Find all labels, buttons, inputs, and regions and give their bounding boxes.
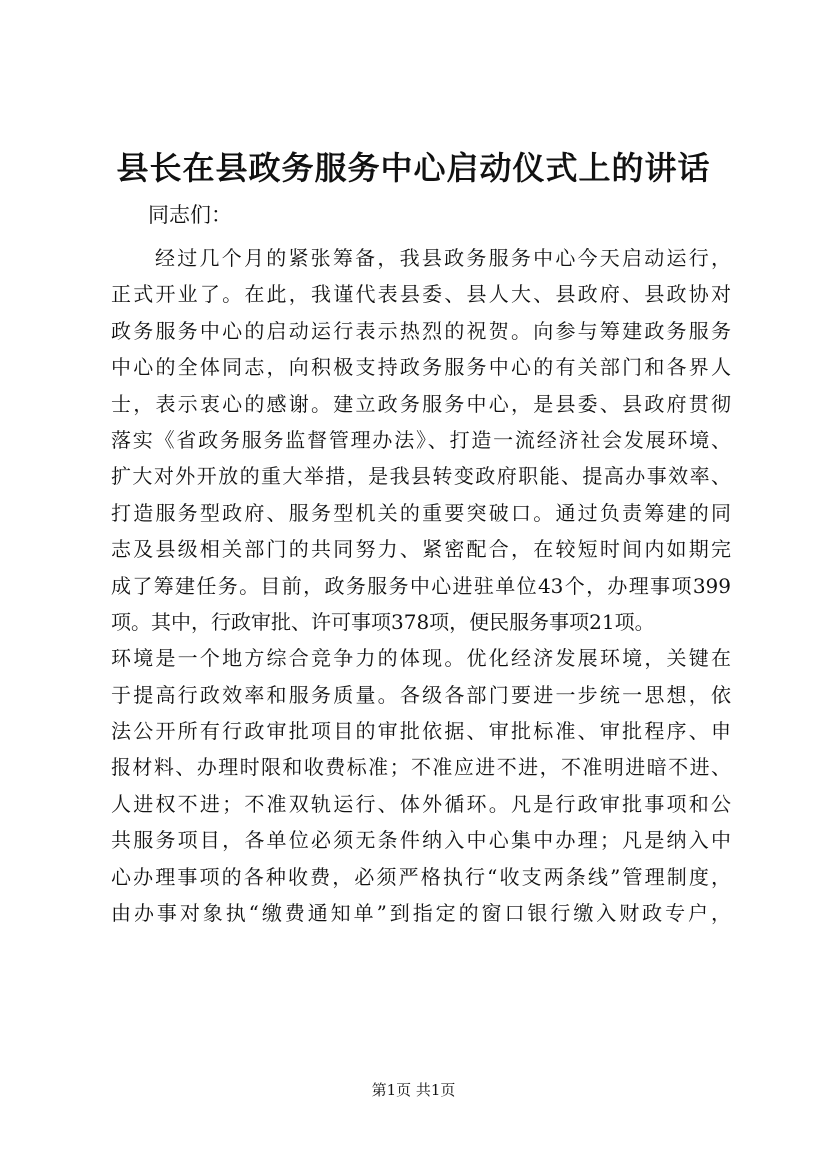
salutation: 同志们： <box>148 203 232 227</box>
body-line: 共服务项目，各单位必须无条件纳入中心集中办理；凡是纳入中 <box>111 828 731 853</box>
body-text <box>111 240 731 931</box>
body-line: 成了筹建任务。目前，政务服务中心进驻单位43个，办理事项399 <box>111 573 731 598</box>
body-line: 环境是一个地方综合竞争力的体现。优化经济发展环境，关键在 <box>111 646 731 671</box>
body-line: 中心的全体同志，向积极支持政务服务中心的有关部门和各界人 <box>111 355 731 380</box>
body-line: 心办理事项的各种收费，必须严格执行“收支两条线”管理制度， <box>111 864 731 889</box>
body-line: 士，表示衷心的感谢。建立政务服务中心，是县委、县政府贯彻 <box>111 391 731 416</box>
body-line: 项。其中，行政审批、许可事项378项，便民服务事项21项。 <box>111 609 655 634</box>
body-line: 由办事对象执“缴费通知单”到指定的窗口银行缴入财政专户， <box>111 901 731 926</box>
body-line: 正式开业了。在此，我谨代表县委、县人大、县政府、县政协对 <box>111 282 731 307</box>
body-line: 经过几个月的紧张筹备，我县政务服务中心今天启动运行， <box>155 246 731 270</box>
body-line: 法公开所有行政审批项目的审批依据、审批标准、审批程序、申 <box>111 719 731 744</box>
body-line: 人进权不进；不准双轨运行、体外循环。凡是行政审批事项和公 <box>111 791 731 816</box>
body-line: 打造服务型政府、服务型机关的重要突破口。通过负责筹建的同 <box>111 500 731 525</box>
body-line: 志及县级相关部门的共同努力、紧密配合，在较短时间内如期完 <box>111 537 731 562</box>
page-title: 县长在县政务服务中心启动仪式上的讲话 <box>116 149 711 187</box>
body-line: 报材料、办理时限和收费标准；不准应进不进，不准明进暗不进、 <box>111 755 731 780</box>
body-line: 扩大对外开放的重大举措，是我县转变政府职能、提高办事效率、 <box>111 464 731 489</box>
body-line: 于提高行政效率和服务质量。各级各部门要进一步统一思想，依 <box>111 682 731 707</box>
body-line: 政务服务中心的启动运行表示热烈的祝贺。向参与筹建政务服务 <box>111 318 731 343</box>
body-line: 落实《省政务服务监督管理办法》、打造一流经济社会发展环境、 <box>111 427 731 452</box>
page-footer: 第1页 共1页 <box>371 1081 456 1099</box>
